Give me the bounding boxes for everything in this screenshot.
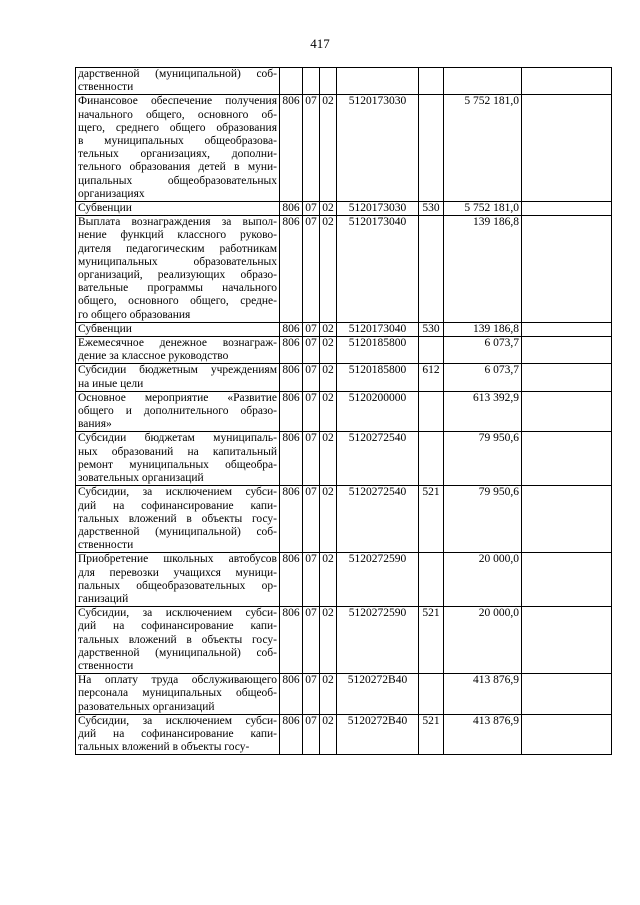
target-article-code: 5120173040 — [337, 216, 419, 323]
amount: 79 950,6 — [444, 486, 522, 553]
amount: 6 073,7 — [444, 337, 522, 364]
extra-cell — [522, 364, 612, 391]
expense-type-code — [419, 674, 444, 715]
target-article-code: 5120272В40 — [337, 714, 419, 755]
expense-type-code: 530 — [419, 202, 444, 216]
item-name: Субсидии бюджетным учреждениям на иные цели — [76, 364, 280, 391]
extra-cell — [522, 432, 612, 486]
amount: 413 876,9 — [444, 714, 522, 755]
table-row — [76, 202, 612, 216]
extra-cell — [522, 391, 612, 432]
department-code: 806 — [280, 714, 303, 755]
section-code: 07 — [303, 432, 320, 486]
department-code: 806 — [280, 674, 303, 715]
amount: 79 950,6 — [444, 432, 522, 486]
budget-table — [75, 67, 612, 755]
subsection-code: 02 — [320, 607, 337, 674]
target-article-code: 5120173030 — [337, 95, 419, 202]
item-name: Финансовое обеспечение получения начального общего, основного об- щего, среднего общего образования в муниципальных общеобразова- тельных организациях, дополни- тельного образования детей в муни- ципальных общеобразовательных организациях — [76, 95, 280, 202]
table-row — [76, 95, 612, 202]
table-row — [76, 216, 612, 323]
subsection-code: 02 — [320, 674, 337, 715]
amount: 6 073,7 — [444, 364, 522, 391]
item-name: Субвенции — [76, 322, 280, 336]
subsection-code: 02 — [320, 337, 337, 364]
section-code: 07 — [303, 322, 320, 336]
item-name: Основное мероприятие «Развитие общего и дополнительного образо- вания» — [76, 391, 280, 432]
item-name: дарственной (муниципальной) соб- ственности — [76, 68, 280, 95]
section-code: 07 — [303, 364, 320, 391]
section-code: 07 — [303, 674, 320, 715]
expense-type-code: 530 — [419, 322, 444, 336]
department-code: 806 — [280, 364, 303, 391]
department-code: 806 — [280, 553, 303, 607]
amount: 20 000,0 — [444, 553, 522, 607]
item-name: Выплата вознаграждения за выпол- нение функций классного руково- дителя педагогическим работникам муниципальных образовательных организаций, реализующих образо- вательные программы начального общего, основного общего, средне- го общего образования — [76, 216, 280, 323]
department-code: 806 — [280, 432, 303, 486]
section-code: 07 — [303, 553, 320, 607]
target-article-code: 5120272590 — [337, 607, 419, 674]
extra-cell — [522, 674, 612, 715]
table-body — [76, 68, 612, 755]
section-code: 07 — [303, 95, 320, 202]
amount: 413 876,9 — [444, 674, 522, 715]
target-article-code: 5120272590 — [337, 553, 419, 607]
expense-type-code — [419, 432, 444, 486]
table-row — [76, 391, 612, 432]
extra-cell — [522, 714, 612, 755]
section-code: 07 — [303, 607, 320, 674]
item-name: Субсидии, за исключением субси- дий на софинансирование капи- тальных вложений в объекты госу- дарственной (муниципальной) соб- ственности — [76, 486, 280, 553]
item-name: Субсидии, за исключением субси- дий на софинансирование капи- тальных вложений в объекты госу- — [76, 714, 280, 755]
item-name: Приобретение школьных автобусов для перевозки учащихся муници- пальных общеобразовательных ор- ганизаций — [76, 553, 280, 607]
section-code: 07 — [303, 486, 320, 553]
department-code: 806 — [280, 322, 303, 336]
table-row — [76, 68, 612, 95]
subsection-code — [320, 68, 337, 95]
department-code: 806 — [280, 607, 303, 674]
table-row — [76, 607, 612, 674]
target-article-code: 5120185800 — [337, 364, 419, 391]
target-article-code: 5120185800 — [337, 337, 419, 364]
amount: 139 186,8 — [444, 216, 522, 323]
subsection-code: 02 — [320, 714, 337, 755]
table-row — [76, 486, 612, 553]
table-row — [76, 714, 612, 755]
subsection-code: 02 — [320, 364, 337, 391]
extra-cell — [522, 95, 612, 202]
subsection-code: 02 — [320, 486, 337, 553]
target-article-code: 5120200000 — [337, 391, 419, 432]
item-name: Субсидии, за исключением субси- дий на софинансирование капи- тальных вложений в объекты госу- дарственной (муниципальной) соб- ственности — [76, 607, 280, 674]
section-code: 07 — [303, 202, 320, 216]
target-article-code: 5120272540 — [337, 432, 419, 486]
amount: 613 392,9 — [444, 391, 522, 432]
item-name: Субсидии бюджетам муниципаль- ных образований на капитальный ремонт муниципальных общеобра- зовательных организаций — [76, 432, 280, 486]
extra-cell — [522, 337, 612, 364]
expense-type-code: 521 — [419, 607, 444, 674]
table-row — [76, 337, 612, 364]
subsection-code: 02 — [320, 391, 337, 432]
target-article-code: 5120272В40 — [337, 674, 419, 715]
department-code: 806 — [280, 202, 303, 216]
table-row — [76, 432, 612, 486]
department-code — [280, 68, 303, 95]
expense-type-code — [419, 553, 444, 607]
item-name: Субвенции — [76, 202, 280, 216]
target-article-code: 5120173030 — [337, 202, 419, 216]
section-code: 07 — [303, 391, 320, 432]
item-name: На оплату труда обслуживающего персонала муниципальных общеоб- разовательных организаций — [76, 674, 280, 715]
extra-cell — [522, 68, 612, 95]
expense-type-code: 521 — [419, 714, 444, 755]
table-row — [76, 322, 612, 336]
extra-cell — [522, 202, 612, 216]
amount: 5 752 181,0 — [444, 95, 522, 202]
subsection-code: 02 — [320, 216, 337, 323]
section-code: 07 — [303, 714, 320, 755]
expense-type-code — [419, 391, 444, 432]
extra-cell — [522, 486, 612, 553]
extra-cell — [522, 322, 612, 336]
expense-type-code: 521 — [419, 486, 444, 553]
extra-cell — [522, 607, 612, 674]
table-row — [76, 364, 612, 391]
target-article-code: 5120272540 — [337, 486, 419, 553]
department-code: 806 — [280, 216, 303, 323]
amount: 139 186,8 — [444, 322, 522, 336]
subsection-code: 02 — [320, 553, 337, 607]
extra-cell — [522, 553, 612, 607]
expense-type-code: 612 — [419, 364, 444, 391]
subsection-code: 02 — [320, 322, 337, 336]
subsection-code: 02 — [320, 202, 337, 216]
section-code: 07 — [303, 337, 320, 364]
subsection-code: 02 — [320, 432, 337, 486]
expense-type-code — [419, 216, 444, 323]
expense-type-code — [419, 95, 444, 202]
page-number: 417 — [310, 36, 330, 51]
amount: 5 752 181,0 — [444, 202, 522, 216]
item-name: Ежемесячное денежное вознаграж- дение за классное руководство — [76, 337, 280, 364]
department-code: 806 — [280, 486, 303, 553]
amount — [444, 68, 522, 95]
table-row — [76, 553, 612, 607]
department-code: 806 — [280, 337, 303, 364]
target-article-code — [337, 68, 419, 95]
section-code: 07 — [303, 216, 320, 323]
subsection-code: 02 — [320, 95, 337, 202]
section-code — [303, 68, 320, 95]
target-article-code: 5120173040 — [337, 322, 419, 336]
expense-type-code — [419, 337, 444, 364]
table-row — [76, 674, 612, 715]
department-code: 806 — [280, 391, 303, 432]
department-code: 806 — [280, 95, 303, 202]
extra-cell — [522, 216, 612, 323]
expense-type-code — [419, 68, 444, 95]
amount: 20 000,0 — [444, 607, 522, 674]
